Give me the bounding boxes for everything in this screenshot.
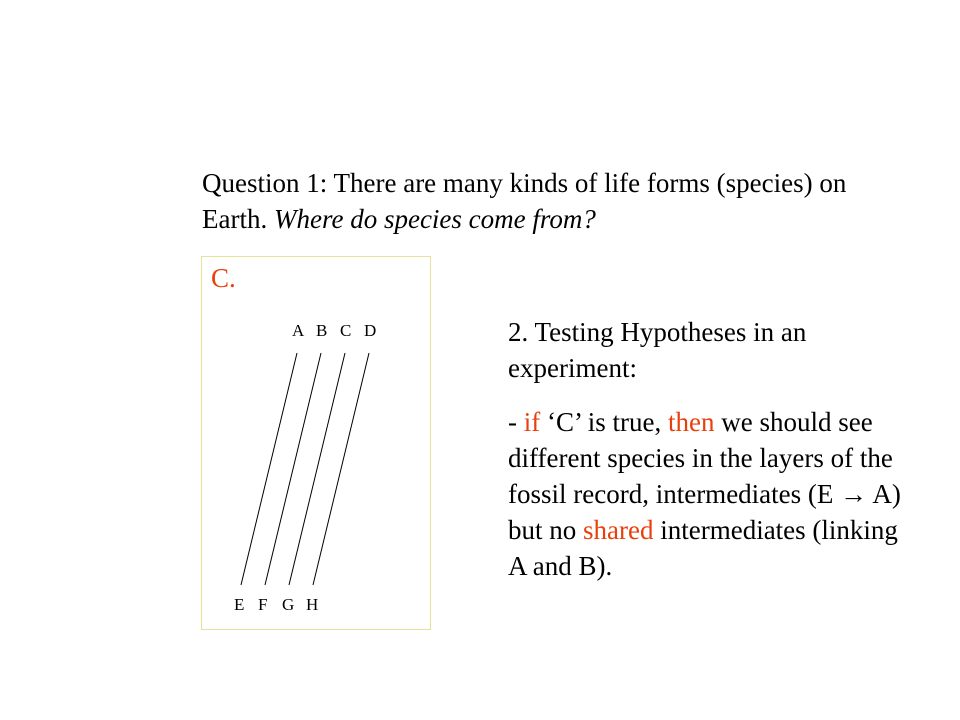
- species-label-f: F: [258, 595, 268, 614]
- hypothesis-test-text: [508, 314, 908, 584]
- species-label-h: H: [306, 595, 319, 614]
- lineage-line-b-f: [265, 353, 321, 585]
- section-heading: 2. Testing Hypotheses in an experiment:: [508, 317, 807, 383]
- question-prefix: Question 1: There are many kinds of life forms (species) on Earth.: [202, 168, 847, 234]
- panel-label: C.: [211, 263, 236, 293]
- species-label-a: A: [292, 321, 305, 340]
- hypothesis-c-panel: [201, 256, 431, 630]
- question-text: [202, 165, 902, 237]
- lineage-line-d-h: [313, 353, 369, 585]
- question-emphasis: Where do species come from?: [273, 204, 596, 234]
- species-label-d: D: [364, 321, 377, 340]
- lineage-line-a-e: [241, 353, 297, 585]
- prediction-paragraph: - if ‘C’ is true, then we should see different species in the layers of the fossil record, intermediates (E → A) but no shared intermediates (linking A and B).: [508, 407, 901, 581]
- arrow-right-icon: →: [840, 479, 868, 509]
- keyword-then: then: [667, 407, 715, 437]
- species-label-g: G: [282, 595, 295, 614]
- species-label-c: C: [340, 321, 352, 340]
- species-label-b: B: [316, 321, 328, 340]
- species-label-e: E: [234, 595, 245, 614]
- keyword-shared: shared: [583, 515, 654, 545]
- lineage-line-c-g: [289, 353, 345, 585]
- bottom-species-row: [234, 595, 330, 615]
- keyword-if: if: [523, 407, 541, 437]
- lineage-lines: [202, 257, 432, 631]
